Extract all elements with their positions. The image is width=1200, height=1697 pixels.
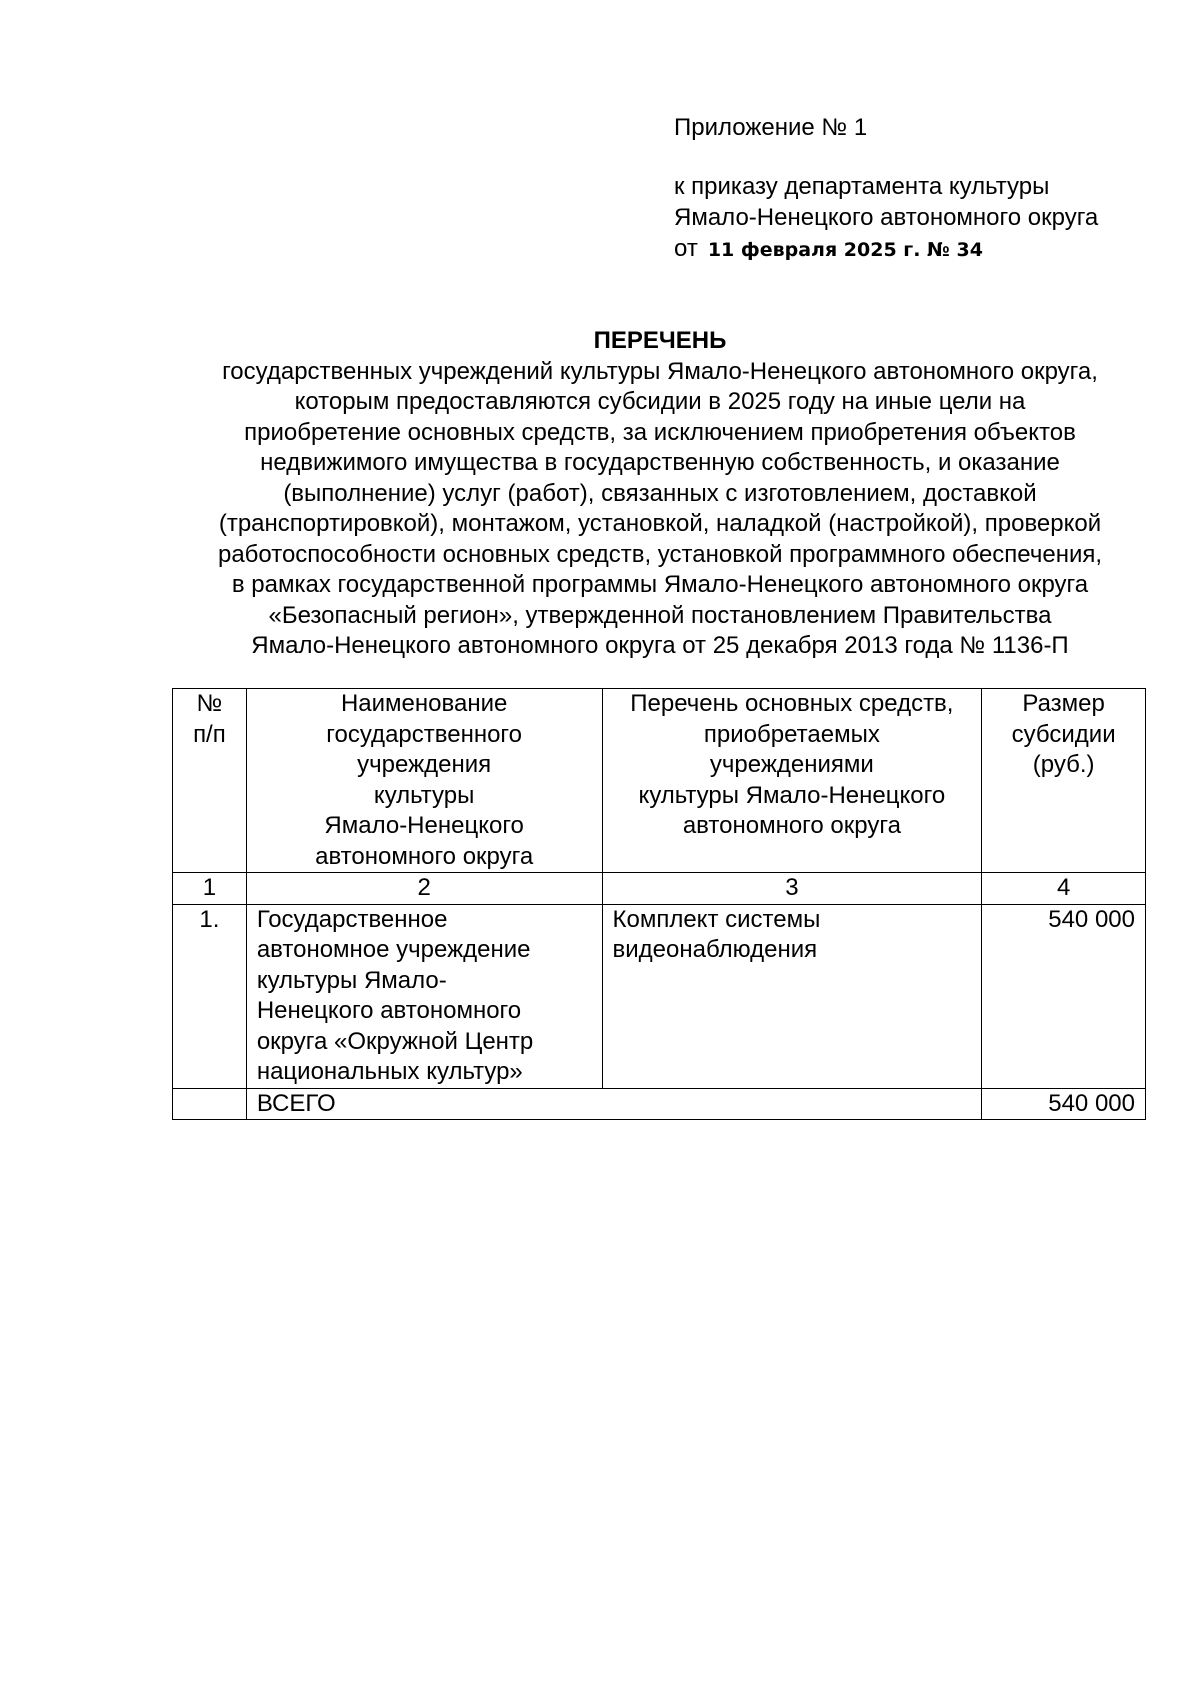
column-number-row: [173, 873, 1146, 905]
header-text: государственного: [326, 720, 523, 748]
heading-line: «Безопасный регион», утвержденной постановлением Правительства: [268, 601, 1052, 629]
attachment-region-line: Ямало-Ненецкого автономного округа: [674, 204, 1099, 231]
cell-text: округа «Окружной Центр: [256, 1027, 534, 1055]
header-text: Перечень основных средств,: [630, 690, 954, 717]
header-text: автономного округа: [315, 842, 534, 870]
heading-title: ПЕРЕЧЕНЬ: [593, 327, 727, 354]
heading-line: Ямало-Ненецкого автономного округа от 25 декабря 2013 года № 1136-П: [251, 632, 1069, 659]
cell-text: автономное учреждение: [256, 936, 531, 963]
header-text: (руб.): [1032, 751, 1095, 778]
cell-text: национальных культур»: [256, 1058, 523, 1085]
total-label: ВСЕГО: [246, 1088, 981, 1120]
cell-text: видеонаблюдения: [612, 936, 818, 963]
header-text: субсидии: [1011, 720, 1116, 748]
cell-text: Государственное: [256, 905, 448, 933]
heading-line: (выполнение) услуг (работ), связанных с изготовлением, доставкой: [283, 479, 1037, 507]
header-text: приобретаемых: [703, 720, 880, 748]
header-text: №: [196, 690, 223, 717]
header-text: автономного округа: [682, 812, 901, 839]
heading-line: приобретение основных средств, за исключением приобретения объектов: [244, 418, 1076, 446]
header-text: Наименование: [340, 690, 508, 717]
subsidy-amount: 540 000: [982, 904, 1146, 1088]
heading-line: работоспособности основных средств, установкой программного обеспечения,: [217, 540, 1103, 568]
header-number: [173, 689, 247, 873]
header-institution-name: [246, 689, 602, 873]
attachment-order-line: к приказу департамента культуры: [674, 173, 1050, 200]
subsidy-table: [172, 688, 1146, 1120]
table-row: [173, 904, 1146, 1088]
column-number: 2: [246, 873, 602, 905]
attachment-block: [674, 112, 1174, 266]
row-number: 1.: [173, 904, 247, 1088]
total-row: [173, 1088, 1146, 1120]
heading-line: (транспортировкой), монтажом, установкой, наладкой (настройкой), проверкой: [218, 510, 1102, 537]
cell-text: Комплект системы: [612, 905, 821, 933]
date-prefix: от: [674, 235, 698, 262]
column-number: 1: [173, 873, 247, 905]
header-text: Размер: [1022, 690, 1105, 717]
heading-line: в рамках государственной программы Ямало-Ненецкого автономного округа: [231, 571, 1089, 598]
header-text: учреждениями: [709, 751, 874, 778]
attachment-date-line: [674, 233, 1174, 266]
attachment-spacer: [674, 143, 1174, 171]
heading-line: государственных учреждений культуры Ямало-Ненецкого автономного округа,: [222, 357, 1098, 385]
attachment-label: Приложение № 1: [674, 114, 868, 141]
header-subsidy-amount: [982, 689, 1146, 873]
header-text: п/п: [193, 720, 226, 748]
order-date-number: 11 февраля 2025 г. № 34: [707, 239, 983, 261]
institution-name: [246, 904, 602, 1088]
heading-line: недвижимого имущества в государственную собственность, и оказание: [260, 449, 1060, 476]
header-text: учреждения: [357, 751, 492, 778]
column-number: 4: [982, 873, 1146, 905]
cell-text: Ненецкого автономного: [256, 997, 522, 1024]
heading-line: которым предоставляются субсидии в 2025 году на иные цели на: [294, 388, 1026, 415]
header-text: Ямало-Ненецкого: [324, 812, 524, 839]
assets-list: [602, 904, 982, 1088]
cell-text: культуры Ямало-: [256, 966, 447, 994]
column-number: 3: [602, 873, 982, 905]
total-amount: 540 000: [982, 1088, 1146, 1120]
table-header-row: [173, 689, 1146, 873]
total-empty-cell: [173, 1088, 247, 1120]
header-text: культуры Ямало-Ненецкого: [638, 781, 946, 809]
header-assets-list: [602, 689, 982, 873]
header-text: культуры: [373, 781, 475, 809]
document-heading: [150, 326, 1170, 662]
